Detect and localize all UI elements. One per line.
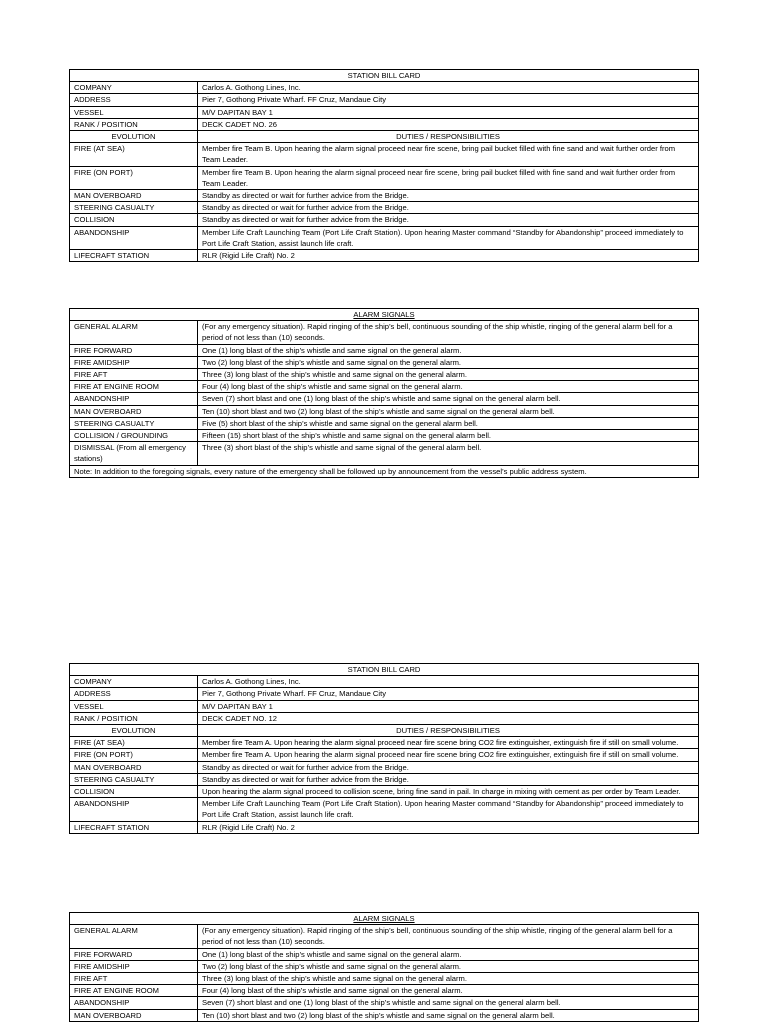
alarm-row (70, 417, 699, 429)
duty-row (70, 214, 699, 226)
alarm-label: MAN OVERBOARD (70, 405, 198, 417)
vessel-label: VESSEL (70, 106, 198, 118)
duty-text: Member fire Team A. Upon hearing the alarm signal proceed near fire scene bring CO2 fire extinguisher, extinguish fire if still on small volume. (198, 749, 699, 761)
lifecraft-value: RLR (Rigid Life Craft) No. 2 (198, 250, 699, 262)
alarm-text: Ten (10) short blast and two (2) long blast of the ship’s whistle and same signal on the general alarm bell. (198, 405, 699, 417)
alarm-label: ABANDONSHIP (70, 997, 198, 1009)
duty-row (70, 190, 699, 202)
duty-row (70, 798, 699, 821)
alarm-label: FIRE AMIDSHIP (70, 960, 198, 972)
alarm-label: FIRE AT ENGINE ROOM (70, 381, 198, 393)
alarm-text: Four (4) long blast of the ship’s whistle and same signal on the general alarm. (198, 985, 699, 997)
alarm-row (70, 356, 699, 368)
address-label: ADDRESS (70, 688, 198, 700)
alarm-title: ALARM SIGNALS (70, 913, 699, 925)
alarm-row (70, 393, 699, 405)
alarm-text: Three (3) short blast of the ship’s whistle and same signal of the general alarm bell. (198, 442, 699, 465)
alarm-text: Seven (7) short blast and one (1) long blast of the ship’s whistle and same signal on the general alarm bell. (198, 393, 699, 405)
alarm-text: Three (3) long blast of the ship’s whistle and same signal on the general alarm. (198, 973, 699, 985)
alarm-signals-table-1 (69, 308, 699, 478)
alarm-label: GENERAL ALARM (70, 925, 198, 948)
duty-text: Member Life Craft Launching Team (Port Life Craft Station). Upon hearing Master command “Standby for Abandonship” proceed immediately to Port Life Craft Station, assist launch life craft. (198, 226, 699, 249)
alarm-label: FIRE AT ENGINE ROOM (70, 985, 198, 997)
alarm-text: Ten (10) short blast and two (2) long blast of the ship’s whistle and same signal on the general alarm bell. (198, 1009, 699, 1021)
alarm-text: (For any emergency situation). Rapid ringing of the ship’s bell, continuous sounding of the ship whistle, ringing of the general alarm bell for a period of not less than (10) seconds. (198, 925, 699, 948)
alarm-label: GENERAL ALARM (70, 321, 198, 344)
alarm-text: Seven (7) short blast and one (1) long blast of the ship’s whistle and same signal on the general alarm bell. (198, 997, 699, 1009)
alarm-title: ALARM SIGNALS (70, 309, 699, 321)
vessel-label: VESSEL (70, 700, 198, 712)
company-value: Carlos A. Gothong Lines, Inc. (198, 82, 699, 94)
duties-header: DUTIES / RESPONSIBILITIES (198, 725, 699, 737)
duty-text: Standby as directed or wait for further advice from the Bridge. (198, 773, 699, 785)
alarm-label: FIRE AFT (70, 973, 198, 985)
alarm-row (70, 973, 699, 985)
alarm-label: COLLISION / GROUNDING (70, 430, 198, 442)
alarm-text: One (1) long blast of the ship’s whistle and same signal on the general alarm. (198, 344, 699, 356)
duty-label: STEERING CASUALTY (70, 202, 198, 214)
alarm-label: MAN OVERBOARD (70, 1009, 198, 1021)
duty-text: Member fire Team B. Upon hearing the alarm signal proceed near fire scene, bring pail bucket filled with fine sand and wait further order from Team Leader. (198, 143, 699, 166)
alarm-row (70, 381, 699, 393)
alarm-signals-table-2 (69, 912, 699, 1022)
duty-label: COLLISION (70, 214, 198, 226)
duty-row (70, 773, 699, 785)
rank-label: RANK / POSITION (70, 118, 198, 130)
rank-label: RANK / POSITION (70, 712, 198, 724)
duty-text: Standby as directed or wait for further advice from the Bridge. (198, 202, 699, 214)
alarm-row (70, 948, 699, 960)
alarm-row (70, 344, 699, 356)
alarm-label: STEERING CASUALTY (70, 417, 198, 429)
address-value: Pier 7, Gothong Private Wharf. FF Cruz, Mandaue City (198, 688, 699, 700)
alarm-text: Three (3) long blast of the ship’s whistle and same signal on the general alarm. (198, 369, 699, 381)
alarm-note: Note: In addition to the foregoing signals, every nature of the emergency shall be followed up by announcement from the vessel’s public address system. (70, 465, 699, 477)
station-bill-card-2 (69, 663, 699, 834)
alarm-row (70, 369, 699, 381)
alarm-row (70, 925, 699, 948)
station-bill-card-1 (69, 69, 699, 262)
card-title: STATION BILL CARD (70, 664, 699, 676)
duty-label: FIRE (ON PORT) (70, 166, 198, 189)
company-label: COMPANY (70, 676, 198, 688)
rank-value: DECK CADET NO. 12 (198, 712, 699, 724)
rank-value: DECK CADET NO. 26 (198, 118, 699, 130)
duty-row (70, 761, 699, 773)
vessel-value: M/V DAPITAN BAY 1 (198, 700, 699, 712)
address-label: ADDRESS (70, 94, 198, 106)
lifecraft-value: RLR (Rigid Life Craft) No. 2 (198, 821, 699, 833)
duty-label: ABANDONSHIP (70, 226, 198, 249)
alarm-text: Four (4) long blast of the ship’s whistle and same signal on the general alarm. (198, 381, 699, 393)
company-value: Carlos A. Gothong Lines, Inc. (198, 676, 699, 688)
duty-label: MAN OVERBOARD (70, 761, 198, 773)
duty-text: Standby as directed or wait for further advice from the Bridge. (198, 214, 699, 226)
duty-text: Standby as directed or wait for further advice from the Bridge. (198, 761, 699, 773)
alarm-label: ABANDONSHIP (70, 393, 198, 405)
company-label: COMPANY (70, 82, 198, 94)
duty-label: MAN OVERBOARD (70, 190, 198, 202)
lifecraft-label: LIFECRAFT STATION (70, 821, 198, 833)
address-value: Pier 7, Gothong Private Wharf. FF Cruz, Mandaue City (198, 94, 699, 106)
alarm-label: FIRE AFT (70, 369, 198, 381)
duty-label: ABANDONSHIP (70, 798, 198, 821)
alarm-text: Fifteen (15) short blast of the ship’s whistle and same signal on the general alarm bell. (198, 430, 699, 442)
duty-row (70, 737, 699, 749)
alarm-row (70, 405, 699, 417)
lifecraft-label: LIFECRAFT STATION (70, 250, 198, 262)
alarm-row (70, 1009, 699, 1021)
duty-row (70, 143, 699, 166)
evolution-header: EVOLUTION (70, 725, 198, 737)
duty-row (70, 202, 699, 214)
alarm-row (70, 430, 699, 442)
alarm-label: DISMISSAL (From all emergency stations) (70, 442, 198, 465)
duty-text: Member Life Craft Launching Team (Port Life Craft Station). Upon hearing Master command “Standby for Abandonship” proceed immediately to Port Life Craft Station, assist launch life craft. (198, 798, 699, 821)
duty-label: COLLISION (70, 786, 198, 798)
duty-text: Member fire Team A. Upon hearing the alarm signal proceed near fire scene bring CO2 fire extinguisher, extinguish fire if still on small volume. (198, 737, 699, 749)
duty-label: FIRE (AT SEA) (70, 143, 198, 166)
alarm-text: (For any emergency situation). Rapid ringing of the ship’s bell, continuous sounding of the ship whistle, ringing of the general alarm bell for a period of not less than (10) seconds. (198, 321, 699, 344)
duty-row (70, 786, 699, 798)
duties-header: DUTIES / RESPONSIBILITIES (198, 131, 699, 143)
duty-row (70, 749, 699, 761)
card-title: STATION BILL CARD (70, 70, 699, 82)
alarm-label: FIRE FORWARD (70, 344, 198, 356)
alarm-text: One (1) long blast of the ship’s whistle and same signal on the general alarm. (198, 948, 699, 960)
alarm-text: Two (2) long blast of the ship’s whistle and same signal on the general alarm. (198, 356, 699, 368)
duty-text: Standby as directed or wait for further advice from the Bridge. (198, 190, 699, 202)
alarm-row (70, 442, 699, 465)
duty-label: STEERING CASUALTY (70, 773, 198, 785)
duty-row (70, 226, 699, 249)
alarm-row (70, 997, 699, 1009)
evolution-header: EVOLUTION (70, 131, 198, 143)
duty-label: FIRE (ON PORT) (70, 749, 198, 761)
alarm-text: Five (5) short blast of the ship’s whistle and same signal on the general alarm bell. (198, 417, 699, 429)
alarm-row (70, 985, 699, 997)
alarm-label: FIRE FORWARD (70, 948, 198, 960)
duty-label: FIRE (AT SEA) (70, 737, 198, 749)
alarm-label: FIRE AMIDSHIP (70, 356, 198, 368)
alarm-row (70, 960, 699, 972)
alarm-text: Two (2) long blast of the ship’s whistle and same signal on the general alarm. (198, 960, 699, 972)
duty-row (70, 166, 699, 189)
duty-text: Upon hearing the alarm signal proceed to collision scene, bring fine sand in pail. In charge in mixing with cement as per order by Team Leader. (198, 786, 699, 798)
vessel-value: M/V DAPITAN BAY 1 (198, 106, 699, 118)
alarm-row (70, 321, 699, 344)
duty-text: Member fire Team B. Upon hearing the alarm signal proceed near fire scene, bring pail bucket filled with fine sand and wait further order from Team Leader. (198, 166, 699, 189)
